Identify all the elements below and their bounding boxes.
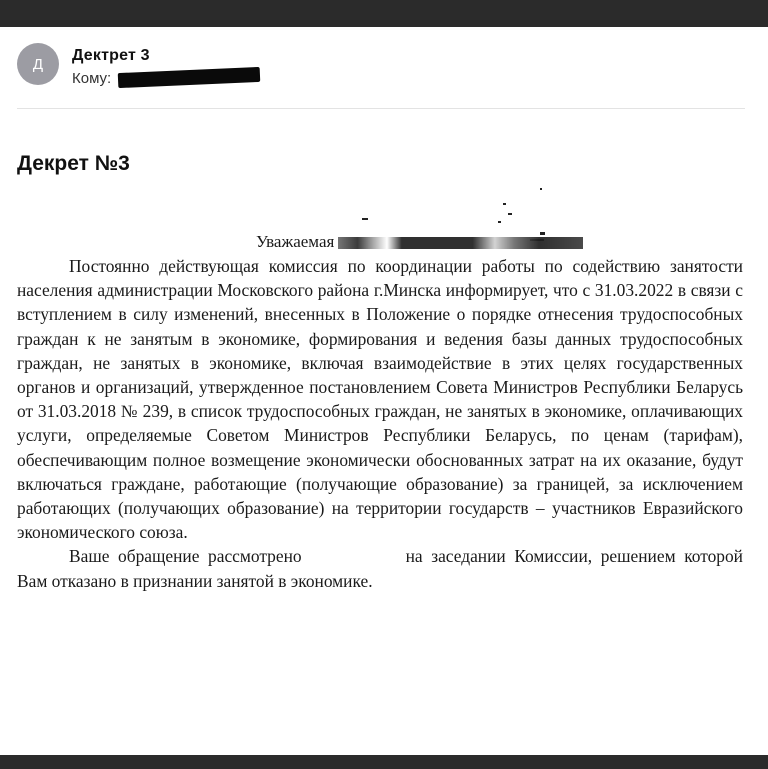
avatar-letter: Д (32, 55, 44, 73)
letter-paragraph-1: Постоянно действующая комиссия по координации работы по содействию занятости населения администрации Московского района г.Минска информирует, что с 31.03.2022 в связи с вступлением в силу изменений, внесенных в Положение о порядке отнесения трудоспособных граждан к не занятым в экономике, формирования и ведения базы данных трудоспособных граждан, не занятых в экономике, включая взаимодействие в этих целях государственных органов и организаций, утвержденное постановлением Совета Министров Республики Беларусь от 31.03.2018 № 239, в список трудоспособных граждан, не занятых в экономике, оплачивающих услуги, определяемые Советом Министров Республики Беларусь, по ценам (тарифам), обеспечивающим полное возмещение экономически обоснованных затрат на их оказание, будут включаться граждане, работающие (получающие образование) за границей, за исключением работающих (получающих образование) на территории государств – участников Евразийского экономического союза. (17, 256, 743, 543)
letter-paragraph-2 (17, 544, 743, 592)
greeting-redaction (338, 237, 583, 249)
paragraph-2-start: Ваше обращение рассмотрено (69, 546, 302, 567)
sender-name[interactable]: Дектрет 3 (72, 47, 150, 64)
recipient-label: Кому: (72, 70, 112, 87)
screenshot-frame-bottom (0, 755, 768, 769)
letter-greeting: Уважаемая (256, 232, 335, 251)
header-divider (17, 108, 745, 109)
screenshot-frame-top (0, 0, 768, 27)
letter-body (17, 254, 743, 593)
contact-avatar-icon[interactable] (17, 43, 59, 85)
paragraph-2-end: на заседании Комиссии, решением которой Вам отказано в признании занятой в экономике. (17, 546, 743, 591)
email-subject: Декрет №3 (17, 152, 130, 175)
